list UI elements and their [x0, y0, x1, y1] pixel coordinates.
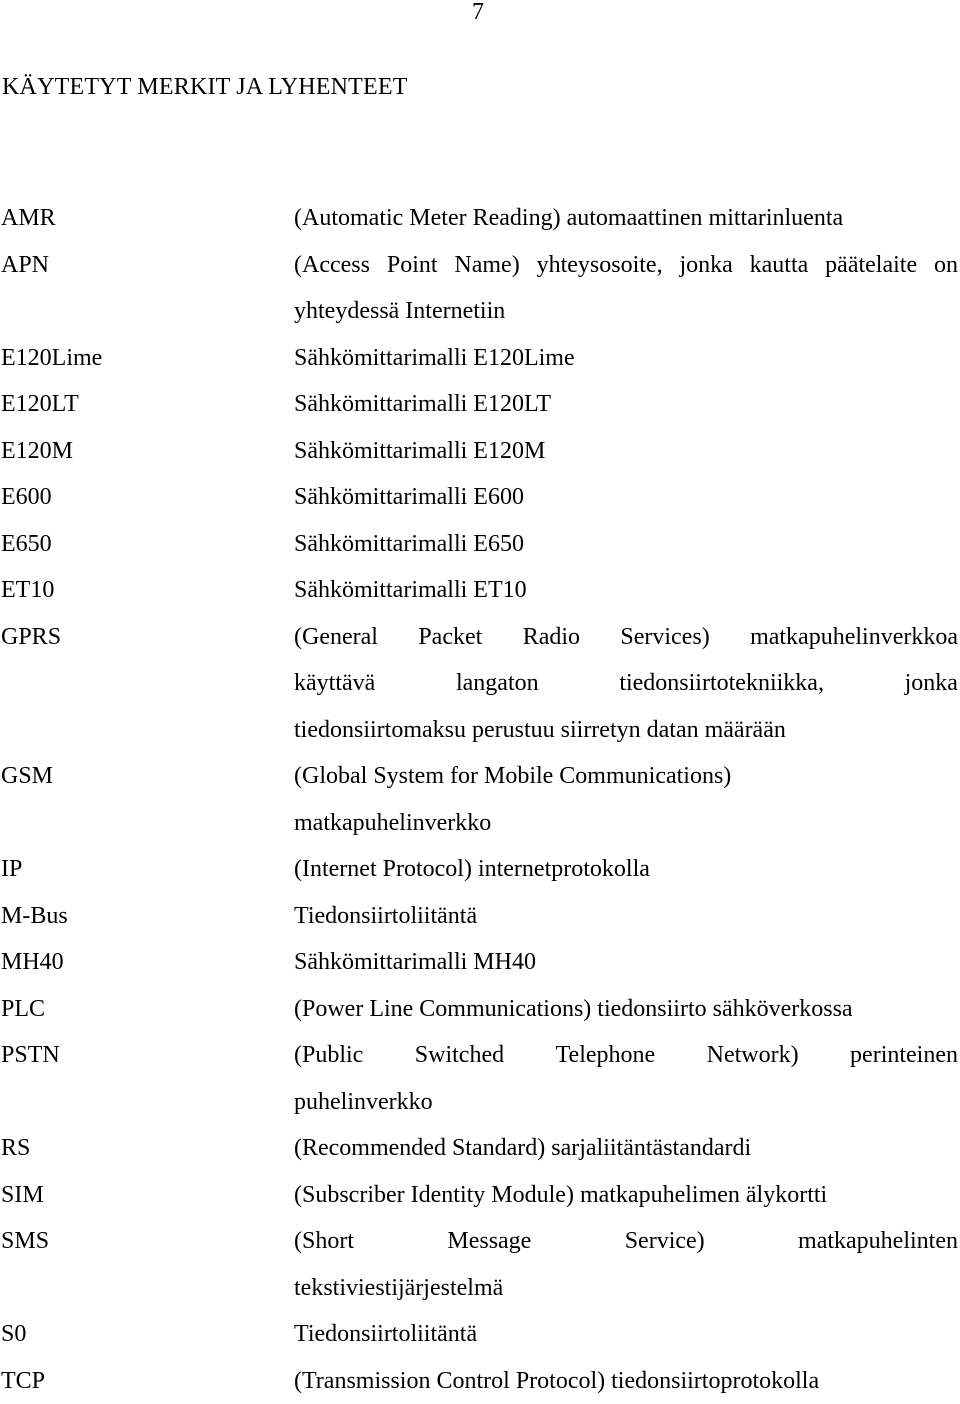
abbreviation-definition	[294, 1125, 958, 1172]
abbreviation-row	[0, 1172, 960, 1219]
definition-line: Sähkömittarimalli E600	[294, 474, 958, 521]
abbreviation-term: ET10	[0, 567, 294, 614]
definition-word: Message	[447, 1218, 531, 1265]
abbreviation-definition	[294, 753, 958, 846]
page-number: 7	[472, 0, 484, 26]
definition-line	[294, 660, 958, 707]
abbreviation-row	[0, 195, 960, 242]
abbreviation-definition	[294, 381, 958, 428]
definition-line: Sähkömittarimalli E120Lime	[294, 335, 958, 382]
definition-word: päätelaite	[825, 242, 917, 289]
definition-line: (Global System for Mobile Communications)	[294, 753, 958, 800]
abbreviation-definition	[294, 846, 958, 893]
definition-word: Network)	[707, 1032, 799, 1079]
abbreviation-row	[0, 939, 960, 986]
abbreviation-term: SMS	[0, 1218, 294, 1265]
abbreviation-definition	[294, 567, 958, 614]
abbreviation-row	[0, 567, 960, 614]
abbreviation-term: AMR	[0, 195, 294, 242]
definition-word: (General	[294, 614, 378, 661]
abbreviation-term: E650	[0, 521, 294, 568]
definition-word: matkapuhelinten	[798, 1218, 958, 1265]
definition-word: (Short	[294, 1218, 354, 1265]
abbreviation-definition	[294, 939, 958, 986]
abbreviation-term: M-Bus	[0, 893, 294, 940]
definition-line	[294, 614, 958, 661]
definition-line	[294, 242, 958, 289]
abbreviation-row	[0, 1311, 960, 1358]
abbreviation-row	[0, 381, 960, 428]
abbreviation-term: E120Lime	[0, 335, 294, 382]
abbreviation-term: E600	[0, 474, 294, 521]
definition-word: jonka	[679, 242, 732, 289]
abbreviation-definition	[294, 1311, 958, 1358]
abbreviation-term: E120LT	[0, 381, 294, 428]
definition-word: tiedonsiirtotekniikka,	[619, 660, 824, 707]
definition-line: (Transmission Control Protocol) tiedonsiirtoprotokolla	[294, 1358, 958, 1404]
definition-line: (Recommended Standard) sarjaliitäntästandardi	[294, 1125, 958, 1172]
abbreviation-row	[0, 614, 960, 754]
abbreviation-definition	[294, 1172, 958, 1219]
abbreviation-term: SIM	[0, 1172, 294, 1219]
abbreviation-definition	[294, 195, 958, 242]
definition-word: Point	[387, 242, 438, 289]
abbreviation-row	[0, 335, 960, 382]
definition-word: perinteinen	[850, 1032, 958, 1079]
abbreviation-row	[0, 753, 960, 846]
abbreviation-term: TCP	[0, 1358, 294, 1404]
abbreviation-definition	[294, 474, 958, 521]
abbreviation-row	[0, 846, 960, 893]
definition-word: käyttävä	[294, 660, 375, 707]
definition-word: jonka	[905, 660, 958, 707]
definition-word: Radio	[523, 614, 580, 661]
abbreviation-definition	[294, 521, 958, 568]
definition-word: langaton	[456, 660, 539, 707]
definition-word: Service)	[625, 1218, 705, 1265]
definition-line: tekstiviestijärjestelmä	[294, 1265, 958, 1312]
page-title: KÄYTETYT MERKIT JA LYHENTEET	[2, 72, 408, 102]
definition-word: Services)	[620, 614, 709, 661]
definition-word: matkapuhelinverkkoa	[750, 614, 958, 661]
abbreviation-term: IP	[0, 846, 294, 893]
abbreviation-row	[0, 1032, 960, 1125]
definition-line: tiedonsiirtomaksu perustuu siirretyn datan määrään	[294, 707, 958, 754]
abbreviation-term: GPRS	[0, 614, 294, 661]
definition-line	[294, 1032, 958, 1079]
definition-line: (Power Line Communications) tiedonsiirto sähköverkossa	[294, 986, 958, 1033]
abbreviation-row	[0, 1358, 960, 1404]
definition-line: Sähkömittarimalli MH40	[294, 939, 958, 986]
abbreviation-row	[0, 521, 960, 568]
abbreviation-row	[0, 1218, 960, 1311]
definition-word: Packet	[418, 614, 482, 661]
definition-word: Telephone	[556, 1032, 656, 1079]
definition-line: Tiedonsiirtoliitäntä	[294, 893, 958, 940]
abbreviation-definition	[294, 893, 958, 940]
abbreviation-row	[0, 893, 960, 940]
definition-line: (Subscriber Identity Module) matkapuhelimen älykortti	[294, 1172, 958, 1219]
definition-line: Sähkömittarimalli E650	[294, 521, 958, 568]
definition-line: Tiedonsiirtoliitäntä	[294, 1311, 958, 1358]
definition-line: (Internet Protocol) internetprotokolla	[294, 846, 958, 893]
definition-line: Sähkömittarimalli E120LT	[294, 381, 958, 428]
definition-word: (Public	[294, 1032, 363, 1079]
definition-word: on	[934, 242, 958, 289]
definition-word: yhteysosoite,	[537, 242, 663, 289]
definition-word: kautta	[750, 242, 809, 289]
abbreviation-definition	[294, 335, 958, 382]
abbreviation-row	[0, 474, 960, 521]
abbreviation-definition	[294, 614, 958, 754]
abbreviation-row	[0, 428, 960, 475]
abbreviation-row	[0, 1125, 960, 1172]
abbreviation-term: GSM	[0, 753, 294, 800]
definition-line: matkapuhelinverkko	[294, 800, 958, 847]
abbreviation-definition	[294, 428, 958, 475]
definition-word: Name)	[454, 242, 519, 289]
abbreviation-term: APN	[0, 242, 294, 289]
abbreviation-row	[0, 242, 960, 335]
abbreviation-definition	[294, 242, 958, 335]
abbreviation-term: MH40	[0, 939, 294, 986]
abbreviation-definition	[294, 1032, 958, 1125]
definition-line: puhelinverkko	[294, 1079, 958, 1126]
abbreviation-term: PLC	[0, 986, 294, 1033]
abbreviation-row	[0, 986, 960, 1033]
abbreviation-term: RS	[0, 1125, 294, 1172]
abbreviation-definition	[294, 1358, 958, 1404]
abbreviation-definition	[294, 986, 958, 1033]
abbreviation-term: E120M	[0, 428, 294, 475]
definition-line: Sähkömittarimalli ET10	[294, 567, 958, 614]
definition-word: (Access	[294, 242, 370, 289]
definition-line: yhteydessä Internetiin	[294, 288, 958, 335]
definition-line	[294, 1218, 958, 1265]
definition-word: Switched	[415, 1032, 504, 1079]
abbreviation-definition	[294, 1218, 958, 1311]
abbreviation-list	[0, 195, 960, 1404]
definition-line: (Automatic Meter Reading) automaattinen mittarinluenta	[294, 195, 958, 242]
definition-line: Sähkömittarimalli E120M	[294, 428, 958, 475]
abbreviation-term: S0	[0, 1311, 294, 1358]
abbreviation-term: PSTN	[0, 1032, 294, 1079]
